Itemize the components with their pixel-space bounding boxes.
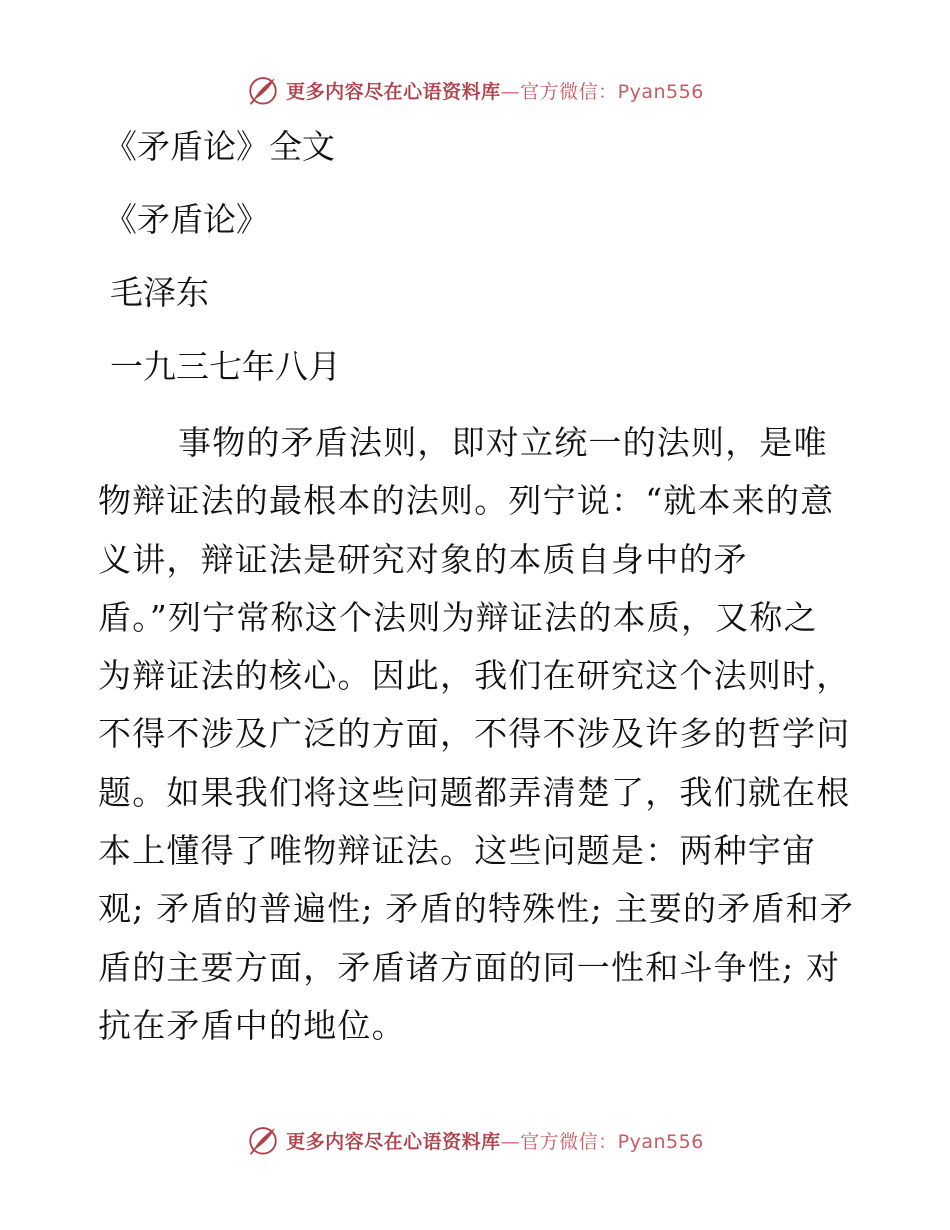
document-title: 《矛盾论》全文: [104, 127, 335, 166]
paragraph-line: 不得不涉及广泛的方面，不得不涉及许多的哲学问: [98, 714, 851, 754]
paragraph-line: 观; 矛盾的普遍性; 矛盾的特殊性; 主要的矛盾和矛: [98, 889, 855, 929]
paragraph-line: 盾的主要方面，矛盾诸方面的同一性和斗争性; 对: [98, 947, 841, 987]
watermark-text: 更多内容尽在心语资料库—官方微信：Pyan556: [286, 1130, 704, 1153]
paragraph-line: 为辩证法的核心。因此，我们在研究这个法则时，: [98, 656, 851, 696]
body-paragraph: [98, 414, 855, 1055]
paragraph-line: 事物的矛盾法则，即对立统一的法则，是唯: [178, 423, 828, 462]
watermark-text: 更多内容尽在心语资料库—官方微信：Pyan556: [286, 80, 704, 103]
paragraph-line: 义讲，辩证法是研究对象的本质自身中的矛: [98, 539, 748, 579]
watermark-banner-bottom: [0, 1120, 950, 1160]
document-author: 毛泽东: [110, 273, 209, 312]
paragraph-line: 本上懂得了唯物辩证法。这些问题是：两种宇宙: [98, 831, 817, 871]
watermark-banner-top: [0, 70, 950, 110]
document-subtitle: 《矛盾论》: [104, 200, 269, 239]
pen-quill-logo-icon: [246, 73, 280, 107]
paragraph-line: 物辩证法的最根本的法则。列宁说：“就本来的意: [98, 481, 835, 521]
document-date: 一九三七年八月: [110, 347, 341, 386]
pen-quill-logo-icon: [246, 1123, 280, 1157]
paragraph-line: 抗在矛盾中的地位。: [98, 1005, 406, 1045]
paragraph-line: 题。如果我们将这些问题都弄清楚了，我们就在根: [98, 772, 851, 812]
paragraph-line: 盾。”列宁常称这个法则为辩证法的本质，又称之: [98, 597, 818, 637]
